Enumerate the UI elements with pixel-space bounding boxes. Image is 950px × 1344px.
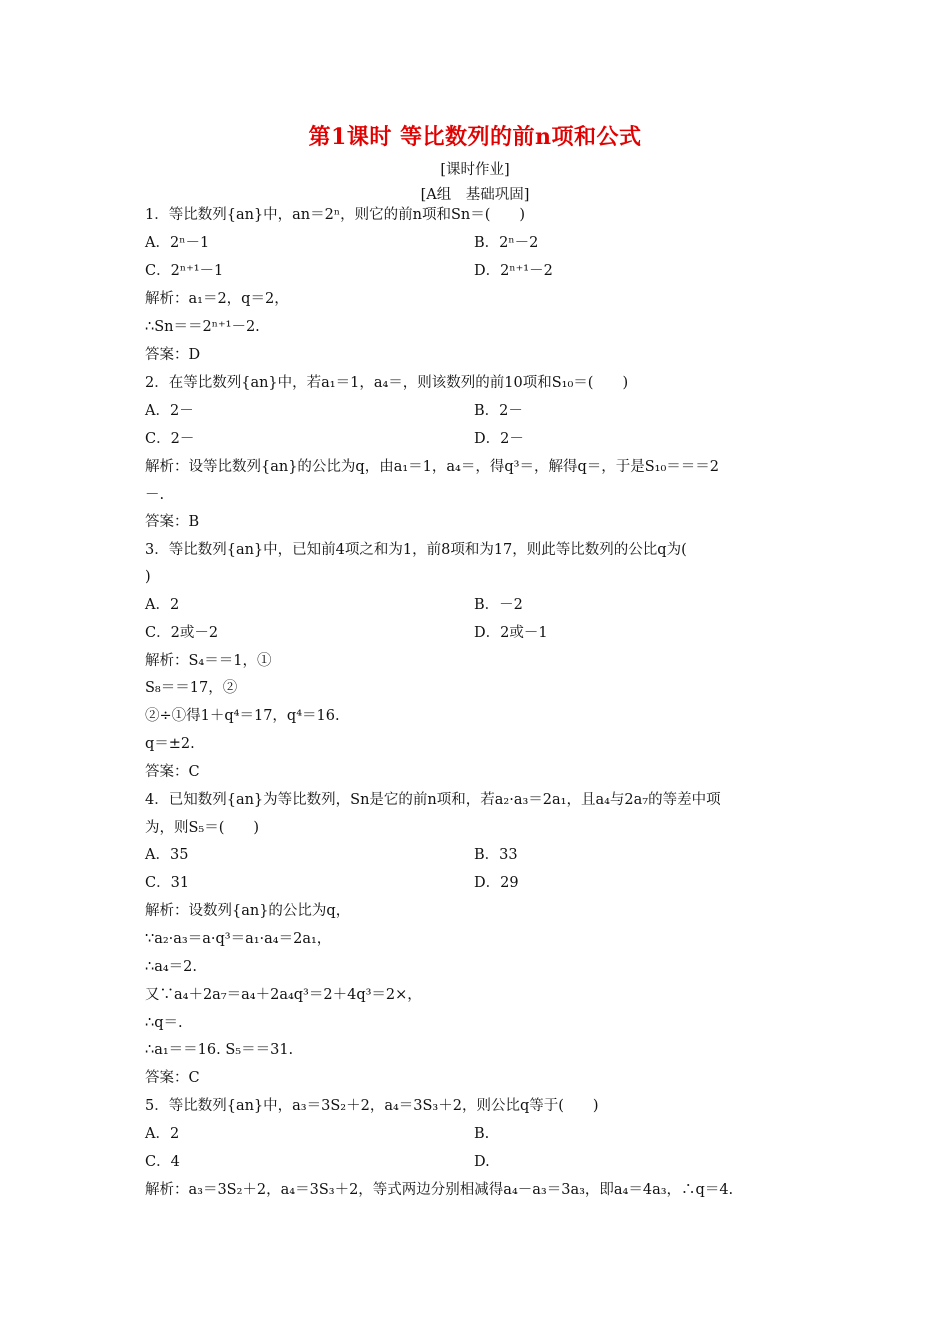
option-b: B. <box>474 1126 490 1142</box>
option-a: A．2 <box>145 1126 180 1142</box>
option-a: A．2ⁿ－1 <box>145 235 210 251</box>
option-c: C．2－ <box>145 431 195 447</box>
subtitle-group-a: [A组 基础巩固] <box>420 187 530 203</box>
solution-line: ∴Sn＝＝2ⁿ⁺¹－2. <box>145 319 260 335</box>
option-b: B．2ⁿ－2 <box>474 235 539 251</box>
solution-line: 解析：a₃＝3S₂＋2，a₄＝3S₃＋2，等式两边分别相减得a₄－a₃＝3a₃，即a₄＝4a₃，∴q＝4. <box>145 1182 734 1198</box>
option-b: B．2－ <box>474 403 523 419</box>
solution-line: 解析：a₁＝2，q＝2， <box>145 291 289 307</box>
option-c: C．2或－2 <box>145 625 219 641</box>
solution-line: 解析：S₄＝＝1，① <box>145 653 272 669</box>
option-a: A．2 <box>145 597 180 613</box>
question-1: 1．等比数列{an}中，an＝2ⁿ，则它的前n项和Sn＝( ) <box>145 207 526 223</box>
solution-line: ∵a₂·a₃＝a·q³＝a₁·a₄＝2a₁， <box>145 931 332 947</box>
option-a: A．35 <box>145 847 189 863</box>
question-2: 2．在等比数列{an}中，若a₁＝1，a₄＝，则该数列的前10项和S₁₀＝( ) <box>145 375 629 391</box>
solution-line: ②÷①得1＋q⁴＝17，q⁴＝16. <box>145 708 340 724</box>
solution-line: q＝±2. <box>145 736 195 752</box>
solution-line: ∴a₁＝＝16. S₅＝＝31. <box>145 1042 294 1058</box>
solution-line: 解析：设数列{an}的公比为q， <box>145 903 351 919</box>
question-3-continued: ) <box>145 569 151 585</box>
option-c: C．31 <box>145 875 190 891</box>
solution-line: －. <box>145 487 165 503</box>
solution-line: ∴a₄＝2. <box>145 959 198 975</box>
page-title: 第1课时 等比数列的前n项和公式 <box>308 124 642 150</box>
answer-line: 答案：D <box>145 347 201 363</box>
solution-line: 又∵a₄＋2a₇＝a₄＋2a₄q³＝2＋4q³＝2×， <box>145 987 422 1003</box>
option-a: A．2－ <box>145 403 194 419</box>
answer-line: 答案：C <box>145 764 200 780</box>
option-c: C．4 <box>145 1154 180 1170</box>
option-d: D．2或－1 <box>474 625 548 641</box>
subtitle-homework: [课时作业] <box>440 162 510 178</box>
option-b: B．－2 <box>474 597 523 613</box>
answer-line: 答案：C <box>145 1070 200 1086</box>
question-3: 3．等比数列{an}中，已知前4项之和为1，前8项和为17，则此等比数列的公比q为( <box>145 542 687 558</box>
option-b: B．33 <box>474 847 518 863</box>
question-4: 4．已知数列{an}为等比数列，Sn是它的前n项和，若a₂·a₃＝2a₁，且a₄与2a₇的等差中项 <box>145 792 721 808</box>
question-5: 5．等比数列{an}中，a₃＝3S₂＋2，a₄＝3S₃＋2，则公比q等于( ) <box>145 1098 599 1114</box>
solution-line: 解析：设等比数列{an}的公比为q，由a₁＝1，a₄＝，得q³＝，解得q＝，于是S₁₀＝＝＝2 <box>145 459 720 475</box>
option-d: D．2－ <box>474 431 524 447</box>
question-4-continued: 为，则S₅＝( ) <box>145 820 260 836</box>
option-d: D. <box>474 1154 490 1170</box>
option-d: D．29 <box>474 875 519 891</box>
answer-line: 答案：B <box>145 514 200 530</box>
solution-line: ∴q＝. <box>145 1015 183 1031</box>
solution-line: S₈＝＝17，② <box>145 680 238 696</box>
option-c: C．2ⁿ⁺¹－1 <box>145 263 224 279</box>
option-d: D．2ⁿ⁺¹－2 <box>474 263 553 279</box>
